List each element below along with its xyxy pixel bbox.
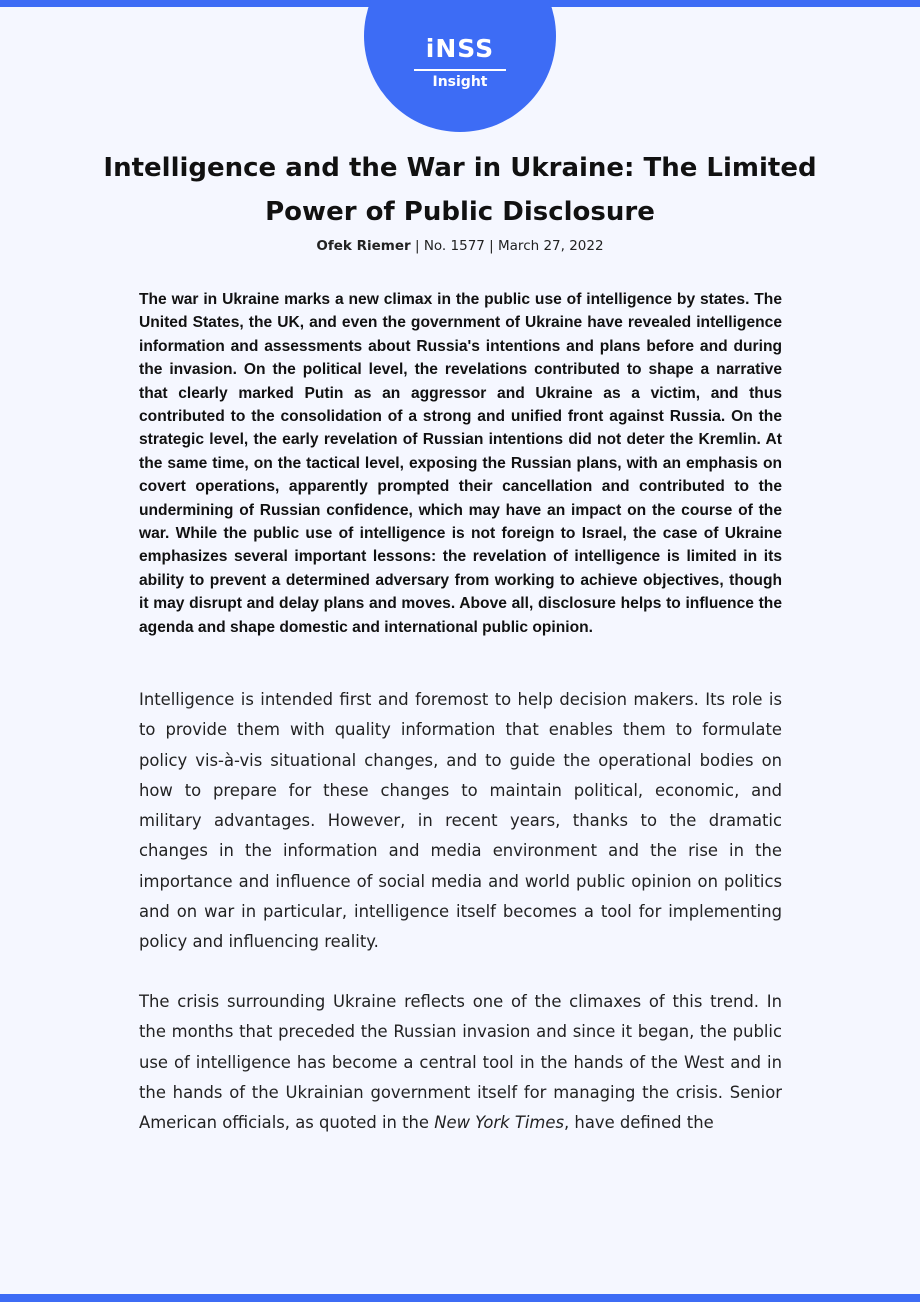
- author-name: Ofek Riemer: [316, 238, 411, 254]
- paragraph-text: , have defined the: [564, 1113, 714, 1133]
- bottom-accent-bar: [0, 1294, 920, 1302]
- logo-subtitle: Insight: [432, 74, 488, 90]
- logo-wordmark: iNSS: [425, 34, 495, 63]
- article-title: Intelligence and the War in Ukraine: The Limited Power of Public Disclosure: [103, 153, 817, 227]
- inss-logo: [364, 0, 556, 132]
- issue-number: No. 1577: [423, 238, 485, 254]
- byline-separator: |: [484, 238, 499, 254]
- body-paragraph-1: Intelligence is intended first and foremost to help decision makers. Its role is to provide them with quality information that enables them to formulate policy vis-à-vis situational changes, and to guide the operational bodies on how to prepare for these changes to maintain political, economic, and military advantages. However, in recent years, thanks to the dramatic changes in the information and media environment and the rise in the importance and influence of social media and world public opinion on politics and on war in particular, intelligence itself becomes a tool for implementing policy and influencing reality.: [139, 690, 782, 952]
- byline-separator: |: [410, 238, 424, 254]
- body-paragraph-2: [139, 987, 782, 1138]
- paragraph-text: The crisis surrounding Ukraine reflects one of the climaxes of this trend. In the months that preceded the Russian invasion and since it began, the public use of intelligence has become a central tool in the hands of the West and in the hands of the Ukrainian government itself for managing the crisis. Senior American officials, as quoted in the: [139, 992, 782, 1133]
- publication-date: March 27, 2022: [498, 238, 604, 254]
- publication-name: New York Times: [434, 1113, 565, 1133]
- logo-divider: [414, 69, 506, 71]
- abstract: The war in Ukraine marks a new climax in the public use of intelligence by states. The United States, the UK, and even the government of Ukraine have revealed intelligence information and assessments about Russia's intentions and plans before and during the invasion. On the political level, the revelations contributed to shape a narrative that clearly marked Putin as an aggressor and Ukraine as a victim, and thus contributed to the consolidation of a strong and unified front against Russia. On the strategic level, the early revelation of Russian intentions did not deter the Kremlin. At the same time, on the tactical level, exposing the Russian plans, with an emphasis on covert operations, apparently prompted their cancellation and contributed to the undermining of Russian confidence, which may have an impact on the course of the war. While the public use of intelligence is not foreign to Israel, the case of Ukraine emphasizes several important lessons: the revelation of intelligence is limited in its ability to prevent a determined adversary from working to achieve objectives, though it may disrupt and delay plans and moves. Above all, disclosure helps to influence the agenda and shape domestic and international public opinion.: [139, 291, 782, 636]
- byline: [100, 236, 820, 256]
